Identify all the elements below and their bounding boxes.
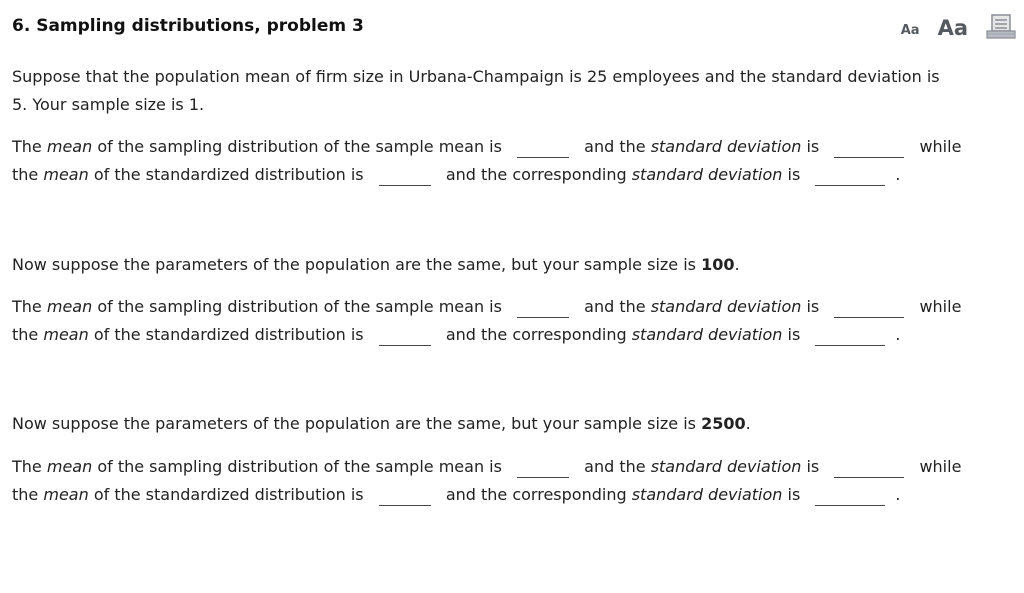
text-segment: is [801,457,820,476]
scenario-3-intro [12,410,751,438]
print-icon[interactable] [986,14,1016,40]
text-segment: and the corresponding [445,325,627,344]
text-segment: and the [584,297,646,316]
text-segment: The [12,137,42,156]
text-segment: standard deviation [631,485,783,504]
text-segment: standard deviation [650,297,802,316]
answer-blank-mean-sampling-1[interactable] [517,156,569,158]
text-segment: and the corresponding [445,485,627,504]
text-segment: of the standardized distribution is [88,325,364,344]
text-segment: is [782,325,801,344]
text-segment: is [801,137,820,156]
answer-blank-sd-standardized-1[interactable] [815,184,885,186]
text-segment: is [782,485,801,504]
text-segment: the [12,165,39,184]
text-segment: and the [584,457,646,476]
text-segment: mean [43,325,89,344]
text-segment: is [782,165,801,184]
answer-blank-mean-standardized-3[interactable] [379,504,431,506]
text-segment: and the [584,137,646,156]
question-block-2 [12,293,961,349]
increase-font-button[interactable]: Aa [937,16,968,40]
text-segment: of the sampling distribution of the sample mean is [92,137,502,156]
text-segment: of the standardized distribution is [88,165,364,184]
question-block-1 [12,133,961,189]
answer-blank-sd-sampling-3[interactable] [834,476,904,478]
text-segment: of the sampling distribution of the sample mean is [92,457,502,476]
answer-blank-sd-sampling-2[interactable] [834,316,904,318]
text-segment: mean [46,457,93,476]
text-segment: The [12,297,42,316]
sample-size-value: 100 [701,255,735,274]
text-segment: mean [46,297,93,316]
text-segment: while [919,297,962,316]
answer-blank-mean-sampling-3[interactable] [517,476,569,478]
text-segment: is [801,297,820,316]
answer-blank-sd-sampling-1[interactable] [834,156,904,158]
text-segment: the [12,325,39,344]
text-segment: . [745,414,751,433]
text-segment: . [895,485,901,504]
text-segment: standard deviation [650,137,802,156]
text-segment: . [895,165,901,184]
scenario-2-intro [12,251,740,279]
problem-intro [12,63,940,119]
text-segment: of the sampling distribution of the sample mean is [92,297,502,316]
text-segment: standard deviation [631,325,783,344]
answer-blank-sd-standardized-2[interactable] [815,344,885,346]
question-block-3 [12,453,961,509]
answer-blank-sd-standardized-3[interactable] [815,504,885,506]
decrease-font-button[interactable]: Aa [900,23,920,38]
text-segment: The [12,457,42,476]
answer-blank-mean-sampling-2[interactable] [517,316,569,318]
text-segment: Now suppose the parameters of the population are the same, but your sample size is [12,255,702,274]
text-segment: the [12,485,39,504]
answer-blank-mean-standardized-2[interactable] [379,344,431,346]
sample-size-value: 2500 [701,414,746,433]
text-segment: . [734,255,740,274]
text-segment: of the standardized distribution is [88,485,364,504]
text-segment: mean [43,485,89,504]
text-segment: and the corresponding [445,165,627,184]
problem-title: 6. Sampling distributions, problem 3 [12,16,364,36]
text-segment: mean [46,137,93,156]
toolbar [901,14,1016,40]
text-segment: Now suppose the parameters of the population are the same, but your sample size is [12,414,702,433]
answer-blank-mean-standardized-1[interactable] [379,184,431,186]
intro-line-1: Suppose that the population mean of firm size in Urbana-Champaign is 25 employees and the standard deviation is [12,67,940,86]
text-segment: standard deviation [631,165,783,184]
text-segment: while [919,457,962,476]
text-segment: standard deviation [650,457,802,476]
text-segment: while [919,137,962,156]
text-segment: mean [43,165,89,184]
text-segment: . [895,325,901,344]
intro-line-2: 5. Your sample size is 1. [12,95,205,114]
